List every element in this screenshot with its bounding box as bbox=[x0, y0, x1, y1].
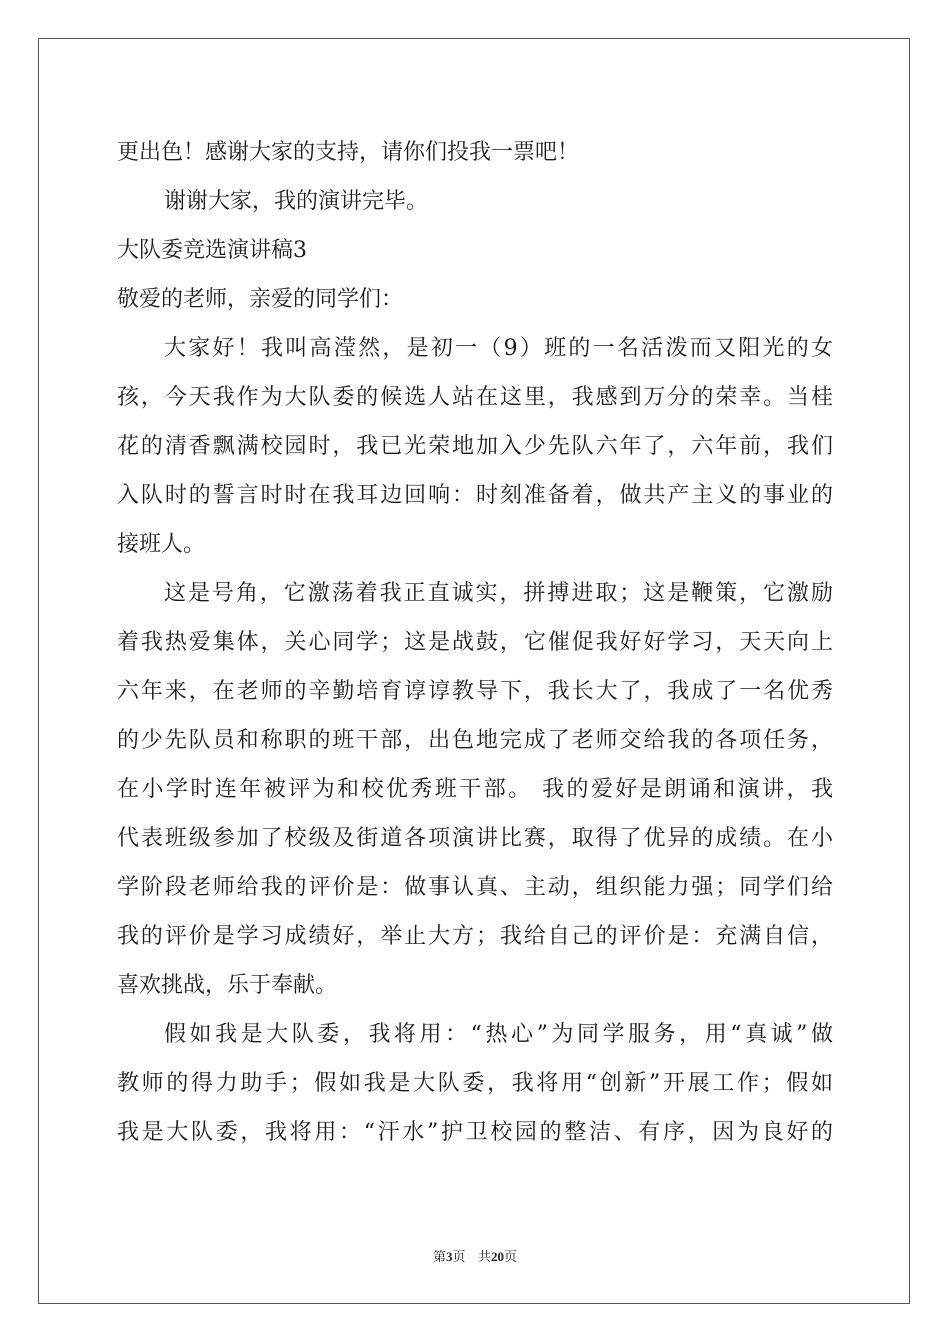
text-line: 在小学时连年被评为和校优秀班干部。 我的爱好是朗诵和演讲，我 bbox=[117, 777, 833, 802]
section-title: 大队委竞选演讲稿3 bbox=[117, 238, 307, 263]
total-pages: 20 bbox=[490, 1249, 504, 1264]
page-number: 3 bbox=[446, 1249, 453, 1264]
text-line: 大家好！我叫高滢然，是初一（9）班的一名活泼而又阳光的女 bbox=[164, 336, 833, 361]
text-line: 这是号角，它激荡着我正直诚实，拼搏进取；这是鞭策，它激励 bbox=[164, 581, 833, 606]
text-line: 我的评价是学习成绩好，举止大方；我给自己的评价是：充满自信， bbox=[117, 924, 833, 949]
text-line: 教师的得力助手；假如我是大队委，我将用“创新”开展工作；假如 bbox=[117, 1071, 833, 1096]
text-line: 入队时的誓言时时在我耳边回响：时刻准备着，做共产主义的事业的 bbox=[117, 483, 833, 508]
text-line: 的少先队员和称职的班干部，出色地完成了老师交给我的各项任务， bbox=[117, 728, 833, 753]
text-line: 接班人。 bbox=[117, 532, 206, 557]
text-line: 着我热爱集体，关心同学；这是战鼓，它催促我好好学习，天天向上 bbox=[117, 630, 833, 655]
salutation: 敬爱的老师，亲爱的同学们： bbox=[117, 287, 404, 312]
text-line: 假如我是大队委，我将用：“热心”为同学服务，用“真诚”做 bbox=[164, 1022, 833, 1047]
total-suffix: 页 bbox=[503, 1250, 517, 1265]
text-line: 谢谢大家，我的演讲完毕。 bbox=[164, 189, 429, 214]
page-footer bbox=[0, 1246, 950, 1265]
text-line: 六年来，在老师的辛勤培育谆谆教导下，我长大了，我成了一名优秀 bbox=[117, 679, 833, 704]
text-line: 喜欢挑战，乐于奉献。 bbox=[117, 973, 338, 998]
page-suffix: 页 bbox=[452, 1250, 466, 1265]
page-prefix: 第 bbox=[433, 1250, 447, 1265]
total-prefix: 共 bbox=[477, 1250, 491, 1265]
document-body bbox=[117, 128, 833, 1157]
text-line: 代表班级参加了校级及街道各项演讲比赛，取得了优异的成绩。在小 bbox=[117, 826, 833, 851]
text-line: 我是大队委，我将用：“汗水”护卫校园的整洁、有序，因为良好的 bbox=[117, 1120, 833, 1145]
text-line: 学阶段老师给我的评价是：做事认真、主动，组织能力强；同学们给 bbox=[117, 875, 833, 900]
text-line: 更出色！感谢大家的支持，请你们投我一票吧！ bbox=[117, 140, 580, 165]
text-line: 花的清香飘满校园时，我已光荣地加入少先队六年了，六年前，我们 bbox=[117, 434, 833, 459]
text-line: 孩，今天我作为大队委的候选人站在这里，我感到万分的荣幸。当桂 bbox=[117, 385, 833, 410]
